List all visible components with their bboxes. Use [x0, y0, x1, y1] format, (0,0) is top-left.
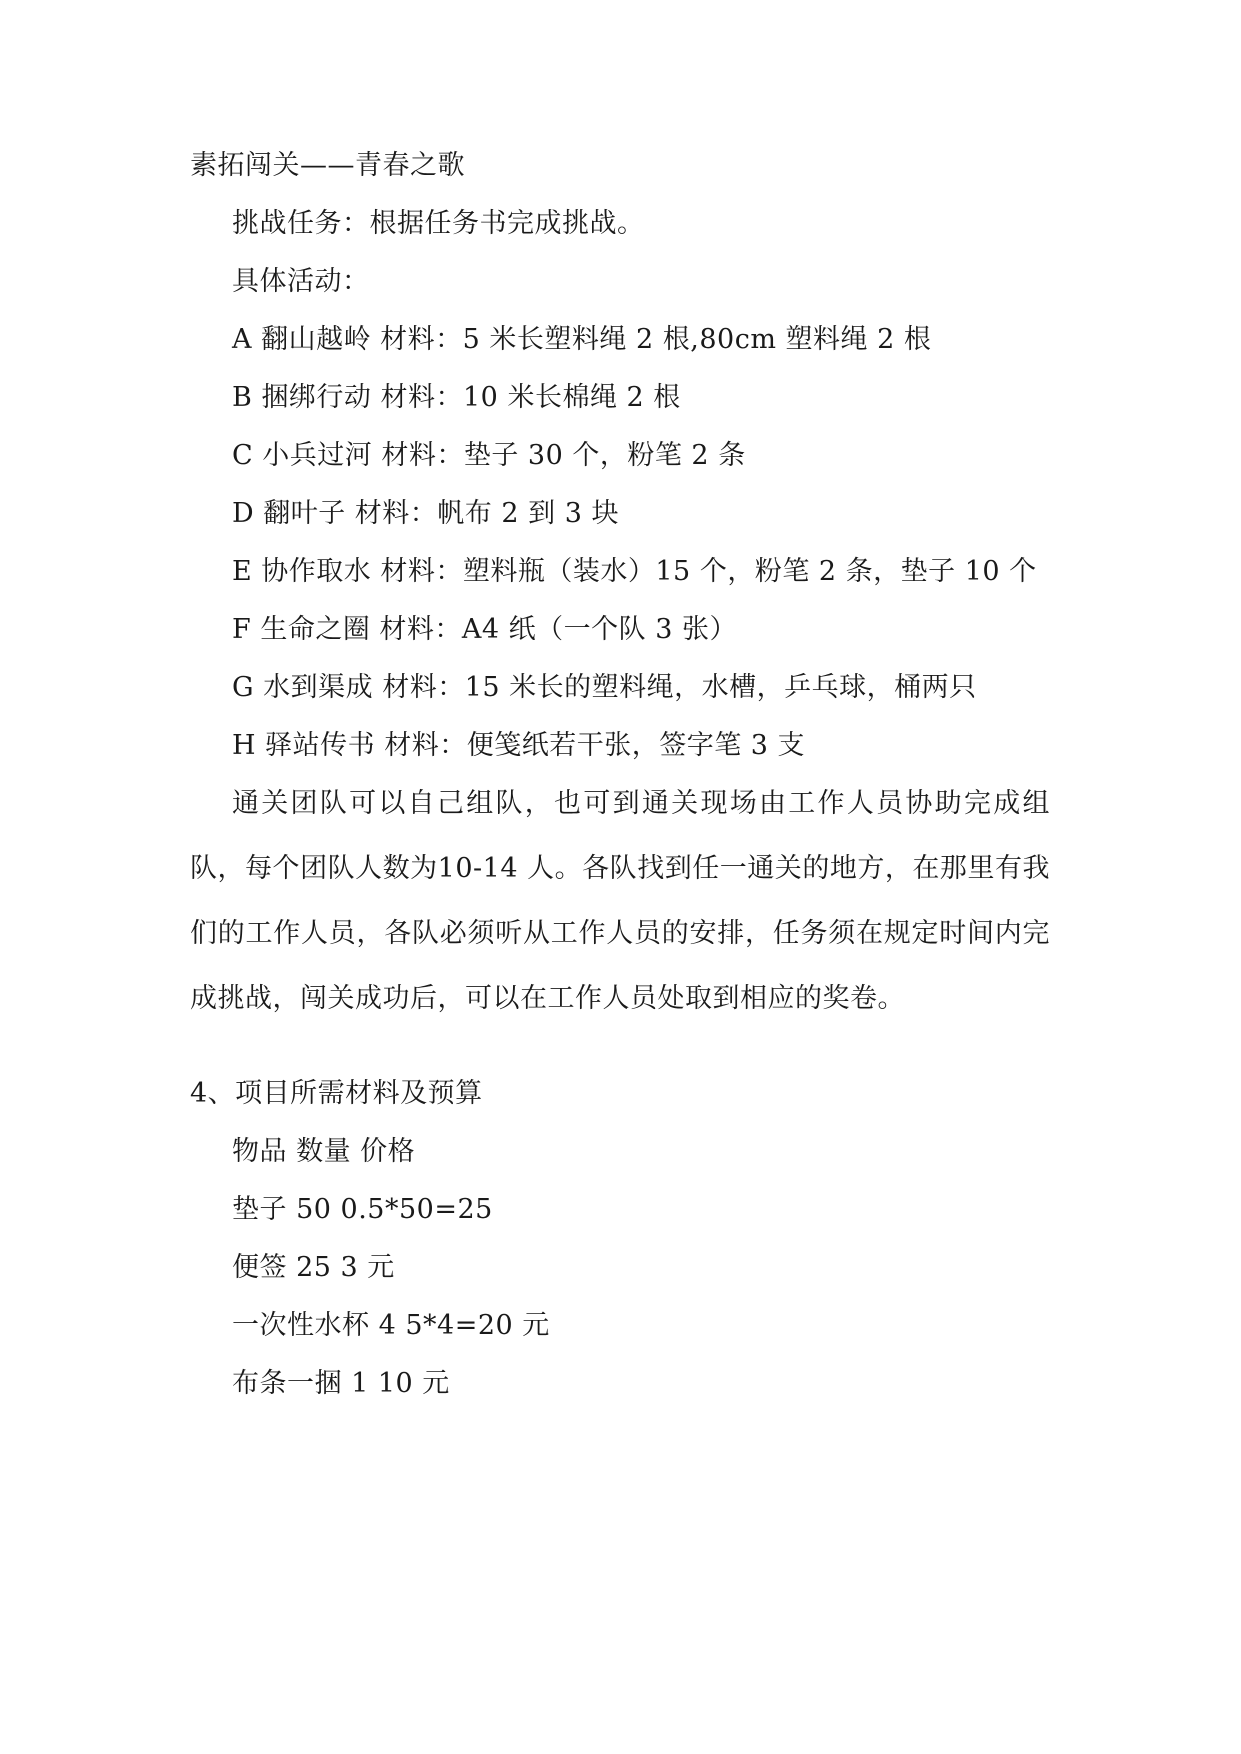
- rules-paragraph: 通关团队可以自己组队，也可到通关现场由工作人员协助完成组队，每个团队人数为10-14 人。各队找到任一通关的地方，在那里有我们的工作人员，各队必须听从工作人员的安排，任务须在规定时间内完成挑战，闯关成功后，可以在工作人员处取到相应的奖卷。: [190, 788, 1050, 1014]
- activity-item-f: F 生命之圈 材料：A4 纸（一个队 3 张）: [232, 614, 738, 645]
- section-title: 素拓闯关——青春之歌: [190, 150, 465, 181]
- activity-item-g: G 水到渠成 材料：15 米长的塑料绳，水槽，乒乓球，桶两只: [232, 672, 977, 703]
- budget-heading: 4、项目所需材料及预算: [190, 1078, 483, 1109]
- budget-row: 布条一捆 1 10 元: [232, 1368, 450, 1399]
- budget-row: 便签 25 3 元: [232, 1252, 395, 1283]
- activities-heading: 具体活动：: [232, 266, 370, 297]
- challenge-task-text: 挑战任务：根据任务书完成挑战。: [232, 208, 645, 239]
- activity-item-e: E 协作取水 材料：塑料瓶（装水）15 个，粉笔 2 条，垫子 10 个: [232, 556, 1037, 587]
- activity-item-b: B 捆绑行动 材料：10 米长棉绳 2 根: [232, 382, 681, 413]
- budget-table-header: 物品 数量 价格: [232, 1136, 416, 1167]
- budget-row: 一次性水杯 4 5*4=20 元: [232, 1310, 550, 1341]
- activity-item-c: C 小兵过河 材料：垫子 30 个，粉笔 2 条: [232, 440, 746, 471]
- activity-item-d: D 翻叶子 材料：帆布 2 到 3 块: [232, 498, 619, 529]
- activity-item-a: A 翻山越岭 材料：5 米长塑料绳 2 根,80cm 塑料绳 2 根: [232, 324, 932, 355]
- activity-item-h: H 驿站传书 材料：便笺纸若干张，签字笔 3 支: [232, 730, 806, 761]
- budget-row: 垫子 50 0.5*50=25: [232, 1194, 493, 1225]
